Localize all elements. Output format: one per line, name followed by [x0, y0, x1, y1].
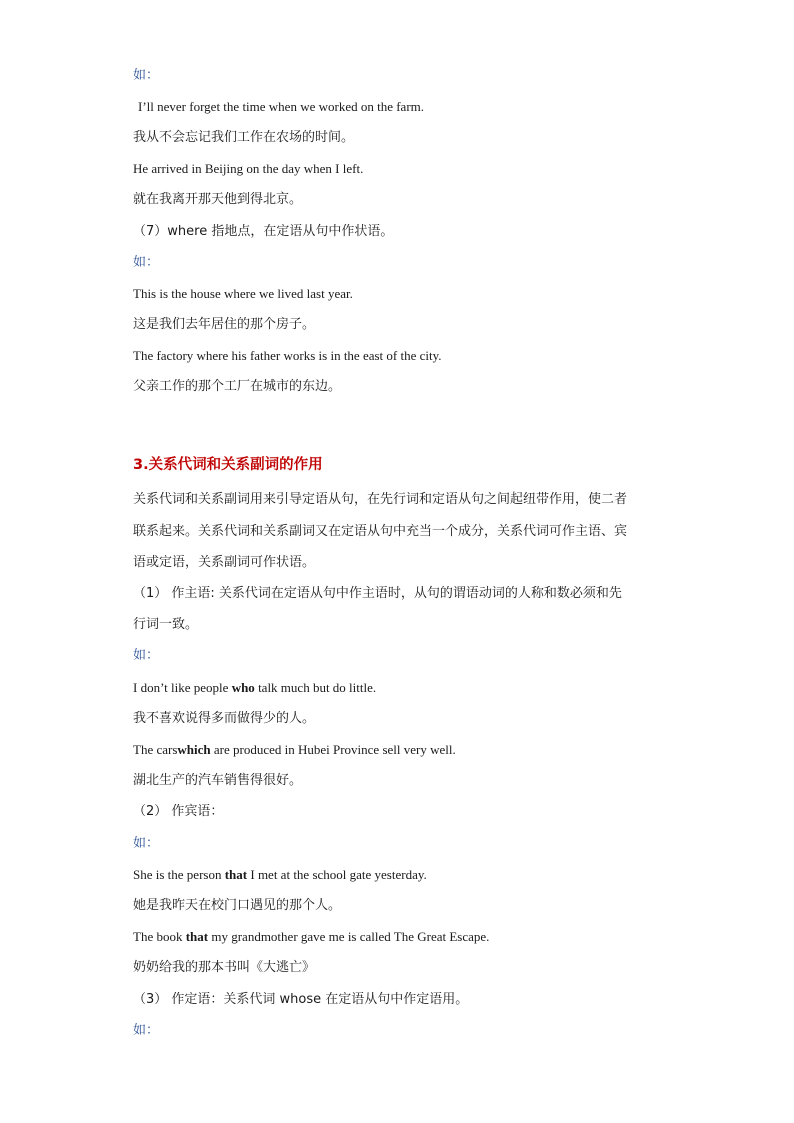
paragraph-line: 关系代词和关系副词用来引导定语从句，在先行词和定语从句之间起纽带作用，使二者: [133, 492, 628, 507]
relative-pronoun: who: [231, 680, 255, 695]
translation: 我不喜欢说得多而做得少的人。: [133, 711, 316, 726]
translation: 就在我离开那天他到得北京。: [133, 192, 303, 207]
paragraph-line: 语或定语，关系副词可作状语。: [133, 555, 316, 570]
sentence-part: my grandmother gave me is called The Great Escape.: [208, 929, 490, 944]
example-marker: 如：: [133, 648, 160, 663]
paragraph-line: 联系起来。关系代词和关系副词又在定语从句中充当一个成分，关系代词可作主语、宾: [133, 524, 628, 539]
example-sentence: This is the house where we lived last year.: [133, 286, 353, 301]
translation: 她是我昨天在校门口遇见的那个人。: [133, 898, 342, 913]
translation: 这是我们去年居住的那个房子。: [133, 317, 316, 332]
example-sentence: [133, 741, 456, 759]
example-marker: 如：: [133, 255, 160, 270]
rule-item-7: （7）where 指地点，在定语从句中作状语。: [133, 224, 394, 239]
example-marker: 如：: [133, 68, 160, 83]
translation: 湖北生产的汽车销售得很好。: [133, 773, 303, 788]
translation: 我从不会忘记我们工作在农场的时间。: [133, 130, 355, 145]
example-sentence: I’ll never forget the time when we worked on the farm.: [138, 99, 425, 114]
example-sentence: He arrived in Beijing on the day when I left.: [133, 161, 364, 176]
section-heading: 3.关系代词和关系副词的作用: [133, 457, 323, 473]
rule-item-1: （1） 作主语: 关系代词在定语从句中作主语时，从句的谓语动词的人称和数必须和先: [133, 586, 622, 601]
example-sentence: [133, 679, 376, 697]
translation: 奶奶给我的那本书叫《大逃亡》: [133, 960, 316, 975]
rule-item-2: （2） 作宾语：: [133, 804, 224, 819]
sentence-part: are produced in Hubei Province sell very well.: [210, 742, 456, 757]
relative-pronoun: which: [177, 742, 211, 757]
sentence-part: I don’t like people: [133, 680, 232, 695]
translation: 父亲工作的那个工厂在城市的东边。: [133, 379, 342, 394]
rule-item-3: （3） 作定语：关系代词 whose 在定语从句中作定语用。: [133, 992, 469, 1007]
sentence-part: The cars: [133, 742, 178, 757]
relative-pronoun: that: [224, 867, 248, 882]
relative-pronoun: that: [185, 929, 209, 944]
example-sentence: [133, 866, 427, 884]
example-marker: 如：: [133, 836, 160, 851]
example-sentence: The factory where his father works is in the east of the city.: [133, 348, 442, 363]
sentence-part: talk much but do little.: [254, 680, 377, 695]
sentence-part: I met at the school gate yesterday.: [247, 867, 427, 882]
sentence-part: The book: [133, 929, 186, 944]
example-marker: 如：: [133, 1023, 160, 1038]
example-sentence: [133, 928, 489, 946]
rule-item-1-cont: 行词一致。: [133, 617, 199, 632]
sentence-part: She is the person: [133, 867, 225, 882]
